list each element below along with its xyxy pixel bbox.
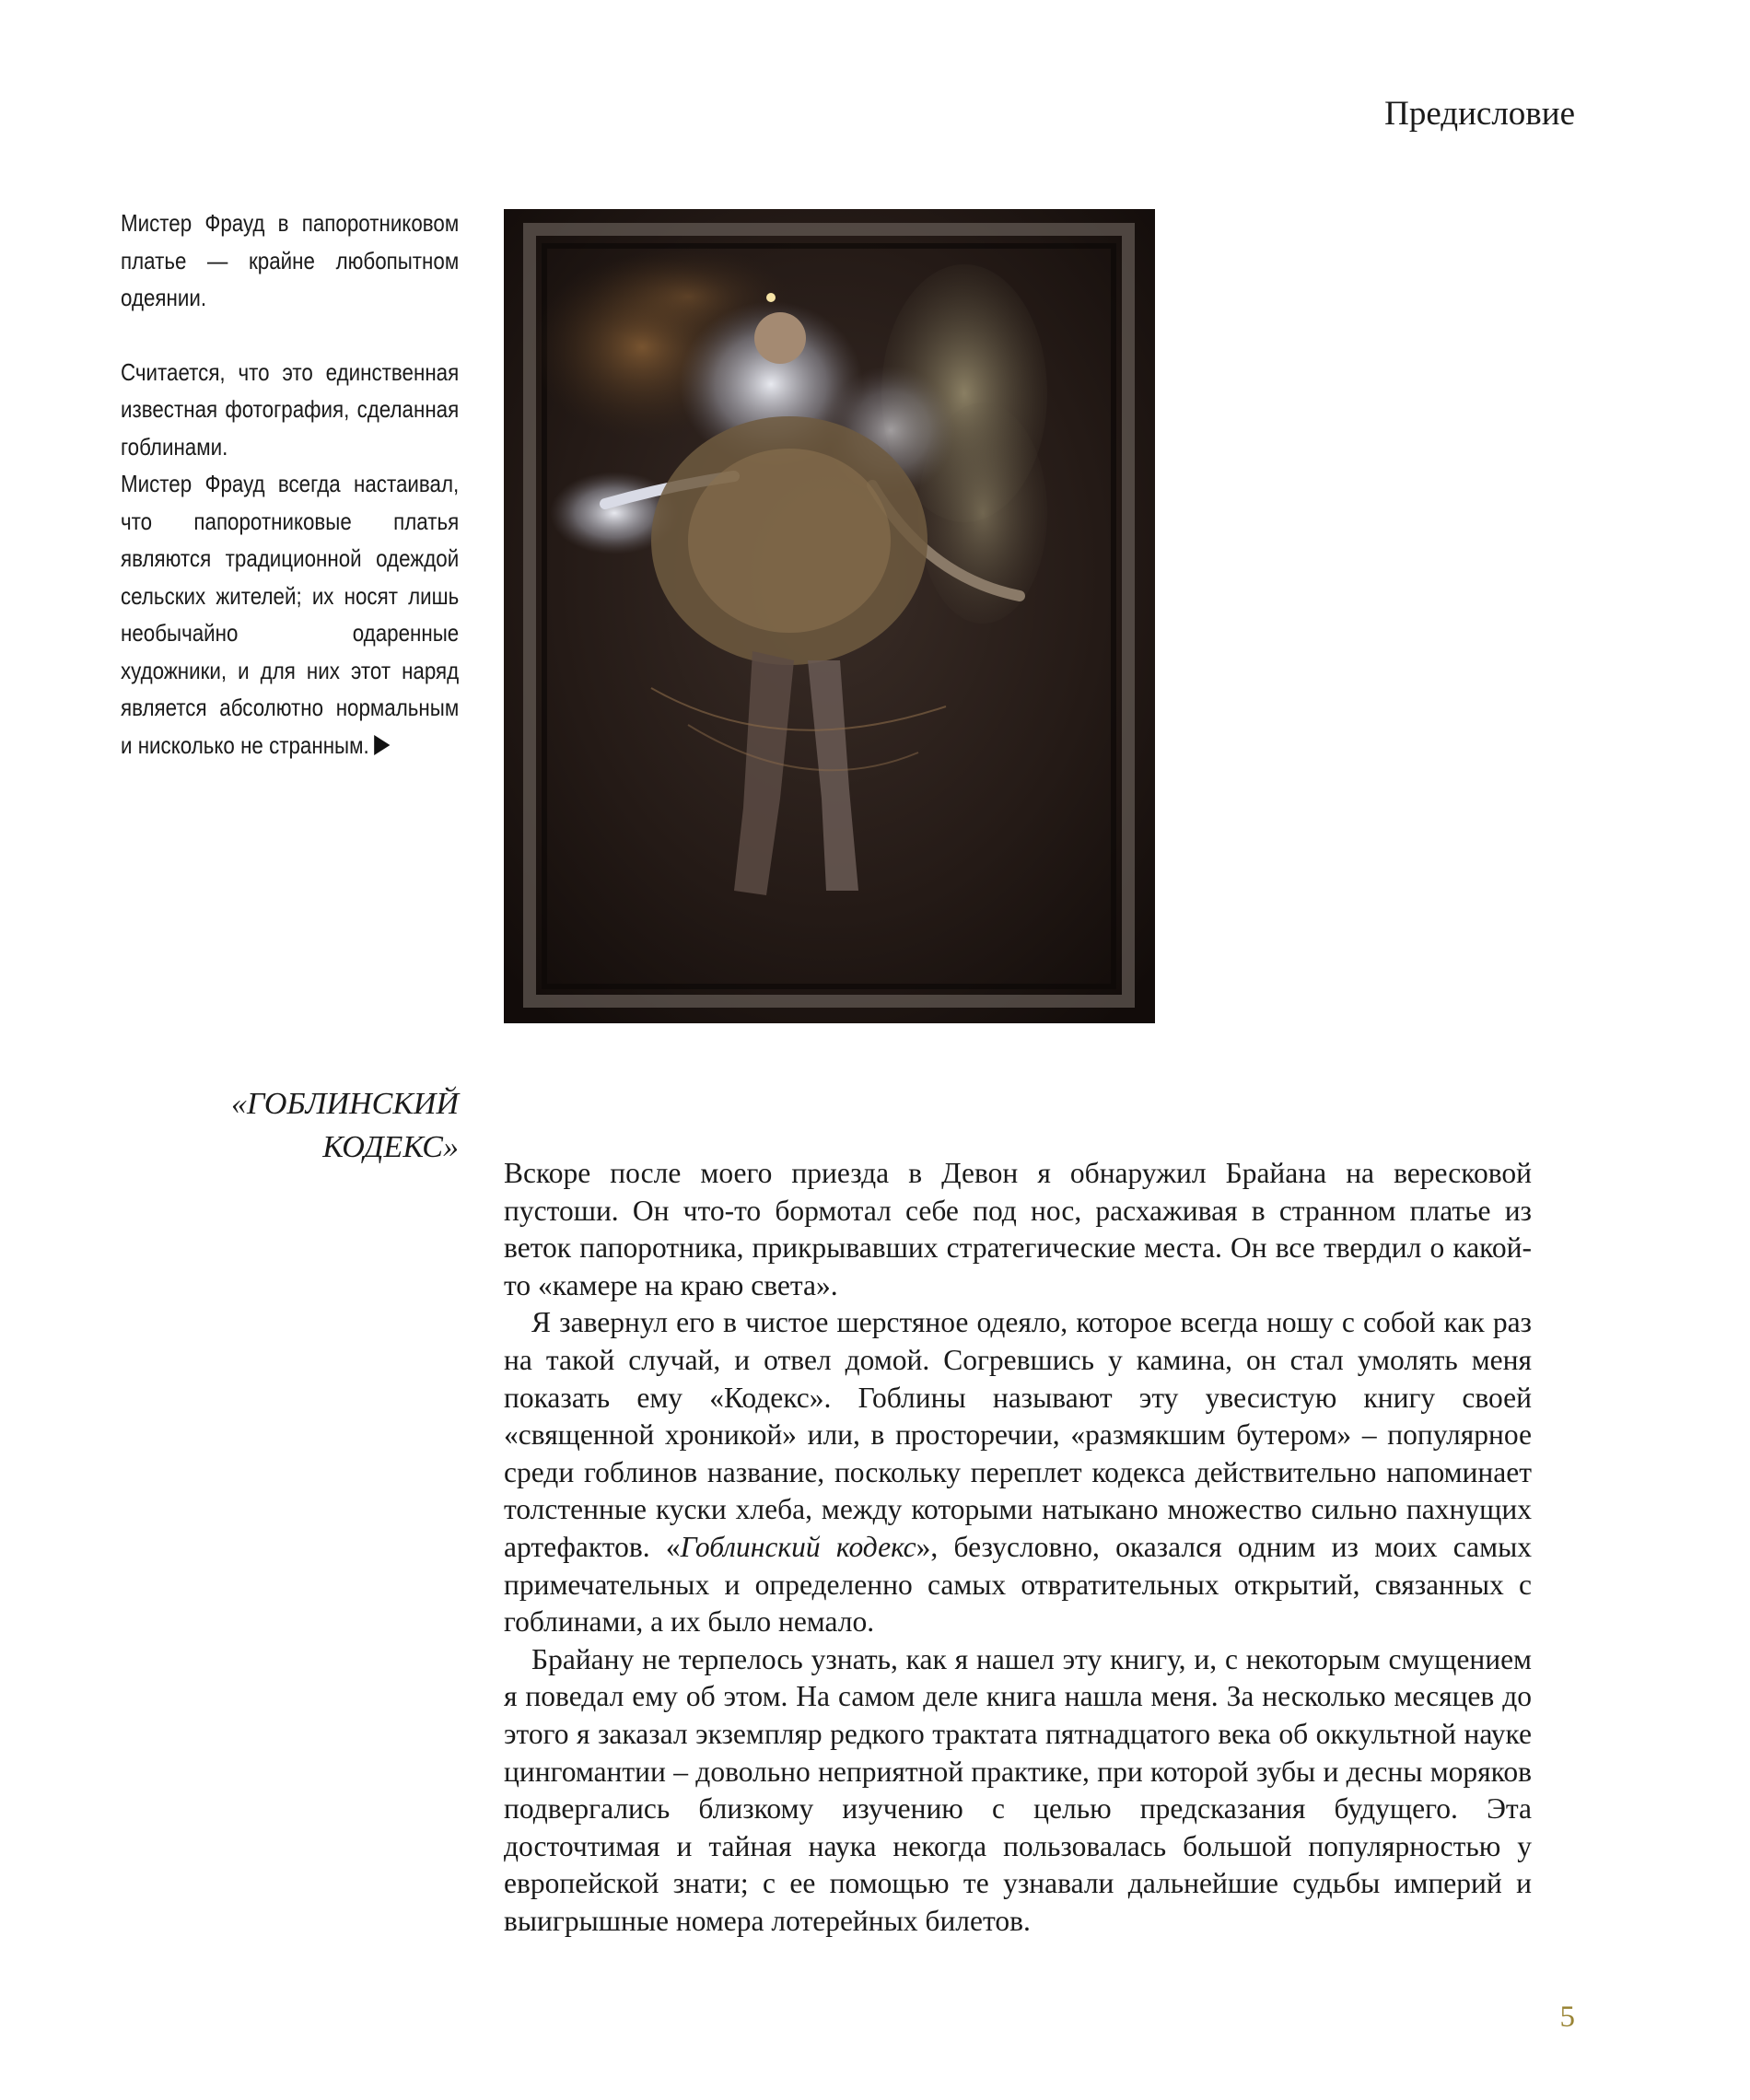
body-paragraph — [504, 1304, 1532, 1640]
caption-paragraph — [121, 465, 459, 764]
fern-dress-photograph — [504, 209, 1155, 1023]
book-title-italic: Гоблинский кодекс — [680, 1530, 916, 1563]
section-title: «ГОБЛИНСКИЙ КОДЕКС» — [231, 1087, 459, 1164]
right-triangle-arrow-icon — [374, 735, 390, 755]
caption-text: Мистер Фрауд всегда настаивал, что папоротниковые платья являются традиционной одеждой сельских жителей; их носят лишь необычайно одаренные художники, и для них этот наряд является абсолютно нормальным и нисколько не странным. — [121, 470, 460, 759]
body-text-span: Я завернул его в чистое шерстяное одеяло, которое всегда ношу с собой как раз на такой случай, и отвел домой. Согревшись у камина, он стал умолять меня показать ему «Кодекс». Гоблины называют эту увесистую книгу своей «священной хроникой» или, в просторечии, «размякшим бутером» – популярное среди гоблинов название, поскольку переплет кодекса действительно напоминает толстенные куски хлеба, между которыми натыкано множество сильно пахнущих артефактов. « — [504, 1306, 1532, 1563]
page-number: 5 — [1559, 2001, 1575, 2034]
photo-illustration — [504, 209, 1155, 1023]
photo-caption — [121, 204, 459, 764]
caption-paragraph — [121, 354, 459, 466]
caption-text: Считается, что это единственная известная фотография, сделанная гоблинами. — [121, 357, 460, 461]
caption-paragraph: Мистер Фрауд в папоротниковом платье — крайне любопытном одеянии. — [121, 209, 460, 311]
body-paragraph: Вскоре после моего приезда в Девон я обнаружил Брайана на вересковой пустоши. Он что-то бормотал себе под нос, расхаживая в странном платье из веток папоротника, прикрывавших стратегические места. Он все твердил о какой-то «камере на краю света». — [504, 1157, 1532, 1301]
body-text — [504, 1155, 1532, 1940]
running-head: Предисловие — [1384, 95, 1575, 133]
body-text-span: », безусловно, оказался одним из моих самых примечательных и определенно самых отвратительных открытий, связанных с гоблинами, а их было немало. — [504, 1530, 1533, 1639]
body-paragraph: Брайану не терпелось узнать, как я нашел эту книгу, и, с некоторым смущением я поведал ему об этом. На самом деле книга нашла меня. За несколько месяцев до этого я заказал экземпляр редкого трактата пятнадцатого века об оккультной науке цингомантии – довольно неприятной практике, при которой зубы и десны моряков подвергались близкому изучению с целью предсказания будущего. Эта досточтимая и тайная наука некогда пользовалась большой популярностью у европейской знати; с ее помощью те узнавали дальнейшие судьбы империй и выигрышные номера лотерейных билетов. — [504, 1642, 1532, 1937]
